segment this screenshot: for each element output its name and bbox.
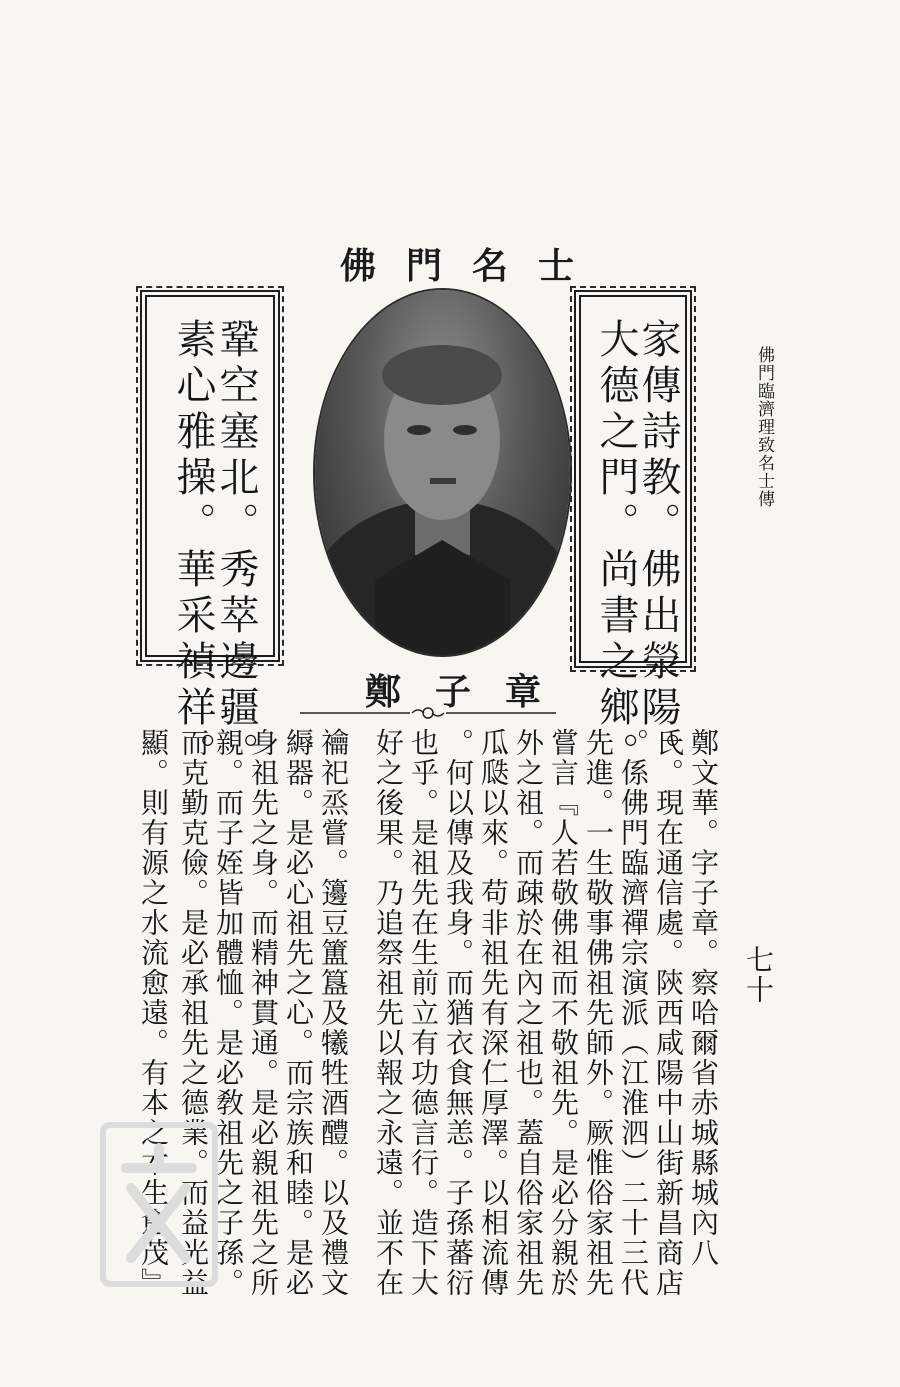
page-number: 七十 [742,945,775,1005]
body-column-11: 禴祀烝嘗。籩豆簠簋及犧牲酒醴。以及禮文 [317,728,350,1298]
right-couplet-line-1: 家傳詩教。佛出滎陽。 [635,318,681,778]
body-column-15: 而克勤克儉。是必承祖先之德業。而益光益 [177,728,210,1298]
body-column-4: 先進。一生敬事佛祖先師外。厥惟俗家祖先 [582,728,615,1298]
ornamental-rule [300,706,556,720]
body-column-10: 好之後果。乃追祭祖先以報之永遠。並不在 [372,728,405,1298]
body-column-16: 顯。則有源之水流愈遠。有本之木生愈茂』 [137,728,170,1298]
body-column-2: 氏。現在通信處。陝西咸陽中山街新昌商店 [652,728,685,1298]
left-couplet-line-2: 素心雅操。華采禎祥。 [170,318,216,778]
body-column-14: 親。而子姪皆加體恤。是必敎祖先之子孫。 [212,728,245,1298]
body-column-3: 。係佛門臨濟禪宗演派（江淮泗）二十三代 [617,728,650,1298]
body-column-9: 也乎。是祖先在生前立有功德言行。造下大 [407,728,440,1298]
body-column-8: 。何以傳及我身。而猶衣食無恙。子孫蕃衍 [442,728,475,1298]
portrait-figure [315,290,570,655]
right-couplet-line-2: 大德之門。尚書之鄉。 [593,318,639,778]
body-column-6: 外之祖。而疎於在內之祖也。蓋自俗家祖先 [512,728,545,1298]
watermark-logo [100,1122,218,1287]
body-column-5: 嘗言『人若敬佛祖而不敬祖先。是必分親於 [547,728,580,1298]
body-column-7: 瓜瓞以來。苟非祖先有深仁厚澤。以相流傳 [477,728,510,1298]
portrait-caption: 鄭子章 [365,671,576,713]
left-couplet-line-1: 鞏空塞北。秀萃邊疆。 [213,318,259,778]
body-column-13: 身祖先之身。而精神貫通。是必親祖先之所 [247,728,280,1298]
page-title: 佛門名士 [340,245,605,287]
watermark-glyph [106,1128,212,1281]
body-column-12: 縟器。是必心祖先之心。而宗族和睦。是必 [282,728,315,1298]
body-column-1: 鄭文華。字子章。察哈爾省赤城縣城內八 [687,728,720,1268]
running-head: 佛門臨濟理致名士傳 [754,346,774,508]
portrait-photo [315,290,570,655]
